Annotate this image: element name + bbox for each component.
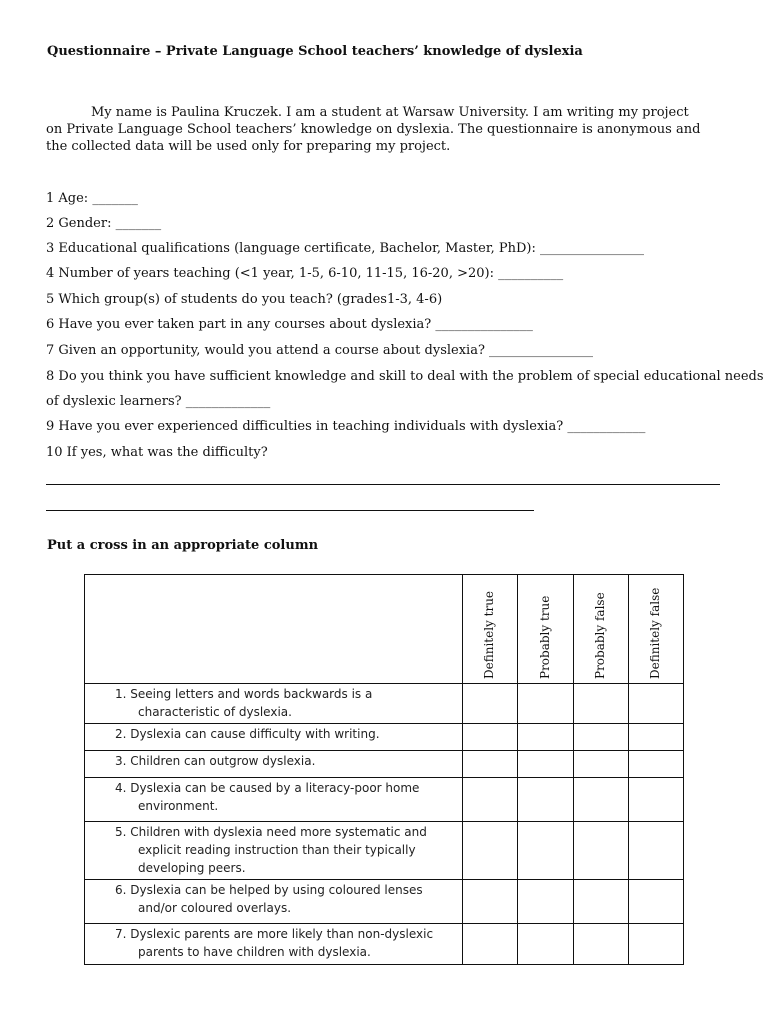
- header-probably-true: Probably true: [518, 575, 573, 684]
- answer-cell-definitely-false[interactable]: [628, 880, 683, 924]
- question-years-teaching[interactable]: 4 Number of years teaching (<1 year, 1-5, 6-10, 11-15, 16-20, >20): __________: [46, 266, 564, 281]
- question-qualifications[interactable]: 3 Educational qualifications (language certificate, Bachelor, Master, PhD): ________________: [46, 241, 644, 256]
- question-sufficient-knowledge: 8 Do you think you have sufficient knowledge and skill to deal with the problem of special educational needs: [46, 369, 764, 384]
- statement-cell: 6. Dyslexia can be helped by using coloured lenses and/or coloured overlays.: [85, 880, 463, 924]
- answer-cell-definitely-true[interactable]: [463, 880, 518, 924]
- question-age[interactable]: 1 Age: _______: [46, 191, 138, 206]
- answer-cell-probably-true[interactable]: [518, 822, 573, 880]
- answer-cell-probably-true[interactable]: [518, 880, 573, 924]
- answer-cell-probably-true[interactable]: [518, 724, 573, 751]
- header-definitely-true: Definitely true: [463, 575, 518, 684]
- answer-cell-definitely-true[interactable]: [463, 684, 518, 724]
- answer-cell-probably-true[interactable]: [518, 924, 573, 965]
- question-courses-taken[interactable]: 6 Have you ever taken part in any courses about dyslexia? _______________: [46, 317, 533, 332]
- answer-cell-definitely-false[interactable]: [628, 724, 683, 751]
- statement-cell: 7. Dyslexic parents are more likely than non-dyslexic parents to have children with dyslexia.: [85, 924, 463, 965]
- table-row: [85, 822, 684, 880]
- header-definitely-false: Definitely false: [628, 575, 683, 684]
- answer-cell-probably-true[interactable]: [518, 778, 573, 822]
- answer-cell-definitely-false[interactable]: [628, 751, 683, 778]
- statement-cell: 4. Dyslexia can be caused by a literacy-poor home environment.: [85, 778, 463, 822]
- answer-cell-definitely-false[interactable]: [628, 684, 683, 724]
- table-row: [85, 724, 684, 751]
- question-sufficient-knowledge-cont[interactable]: of dyslexic learners? _____________: [46, 394, 271, 409]
- table-row: [85, 778, 684, 822]
- answer-cell-probably-false[interactable]: [573, 822, 628, 880]
- answer-line-1[interactable]: [46, 484, 720, 485]
- question-student-groups[interactable]: 5 Which group(s) of students do you teach? (grades1-3, 4-6): [46, 292, 443, 307]
- document-title: Questionnaire – Private Language School teachers’ knowledge of dyslexia: [47, 44, 583, 59]
- statement-cell: 3. Children can outgrow dyslexia.: [85, 751, 463, 778]
- table-row: [85, 924, 684, 965]
- answer-cell-probably-false[interactable]: [573, 778, 628, 822]
- statement-cell: 5. Children with dyslexia need more systematic and explicit reading instruction than their typically developing peers.: [85, 822, 463, 880]
- answer-cell-probably-false[interactable]: [573, 751, 628, 778]
- statement-cell: 2. Dyslexia can cause difficulty with writing.: [85, 724, 463, 751]
- answer-cell-definitely-true[interactable]: [463, 724, 518, 751]
- answer-cell-definitely-false[interactable]: [628, 924, 683, 965]
- answer-cell-probably-true[interactable]: [518, 684, 573, 724]
- answer-line-2[interactable]: [46, 510, 534, 511]
- table-instruction: Put a cross in an appropriate column: [47, 538, 319, 553]
- answer-cell-probably-false[interactable]: [573, 880, 628, 924]
- answer-cell-definitely-true[interactable]: [463, 778, 518, 822]
- intro-text: My name is Paulina Kruczek. I am a student at Warsaw University. I am writing my project on Private Language School teachers’ knowledge on dyslexia. The questionnaire is anonymous and the collected data will be used only for preparing my project.: [46, 105, 701, 154]
- intro-paragraph: [46, 104, 706, 155]
- answer-cell-definitely-false[interactable]: [628, 822, 683, 880]
- question-attend-course[interactable]: 7 Given an opportunity, would you attend a course about dyslexia? ________________: [46, 343, 594, 358]
- table-row: [85, 751, 684, 778]
- answer-cell-definitely-false[interactable]: [628, 778, 683, 822]
- dyslexia-statements-table: [84, 574, 684, 965]
- header-probably-false: Probably false: [573, 575, 628, 684]
- question-gender[interactable]: 2 Gender: _______: [46, 216, 162, 231]
- table-header-row: [85, 575, 684, 684]
- table-row: [85, 684, 684, 724]
- header-blank-cell: [85, 575, 463, 684]
- question-difficulty-detail: 10 If yes, what was the difficulty?: [46, 445, 268, 460]
- answer-cell-probably-false[interactable]: [573, 724, 628, 751]
- answer-cell-definitely-true[interactable]: [463, 822, 518, 880]
- answer-cell-probably-false[interactable]: [573, 924, 628, 965]
- statement-cell: 1. Seeing letters and words backwards is a characteristic of dyslexia.: [85, 684, 463, 724]
- question-difficulties[interactable]: 9 Have you ever experienced difficulties in teaching individuals with dyslexia? ____________: [46, 419, 646, 434]
- table-row: [85, 880, 684, 924]
- answer-cell-probably-false[interactable]: [573, 684, 628, 724]
- answer-cell-probably-true[interactable]: [518, 751, 573, 778]
- answer-cell-definitely-true[interactable]: [463, 924, 518, 965]
- answer-cell-definitely-true[interactable]: [463, 751, 518, 778]
